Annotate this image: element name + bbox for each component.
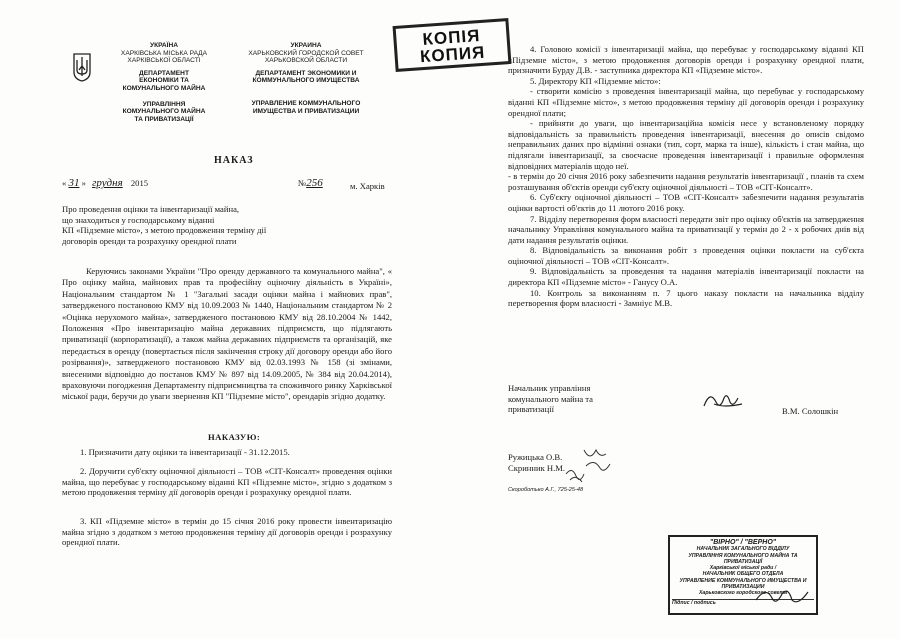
header-dept-ru-2: КОММУНАЛЬНОГО ИМУЩЕСТВА [252,77,360,85]
header-region-ua: ХАРКІВСЬКОЇ ОБЛАСТІ [127,57,201,65]
signature-position-2: комунального майна та [508,393,593,404]
subject-line: договорів оренди та розрахунку орендної плати [62,235,237,246]
handwritten-signature [700,388,746,419]
item-5: 5. Директору КП «Підземне місто»: [530,75,661,86]
signature-name: В.М. Солошкін [782,406,839,416]
approval-2: Скринник Н.М. [508,463,566,473]
item-1: 1. Призначити дату оцінки та інвентаризації - 31.12.2015. [80,447,290,457]
item-5-c: - в термін до 20 січня 2016 року забезпечити надання результатів інвентаризації , планів та схем розташування об'єктів оренди суб'єкту оціночної діяльності – ТОВ «СІТ-Консалт». [508,171,864,192]
copy-stamp-top: КОПІЯ [421,26,481,50]
signature-position-3: приватизації [508,404,554,415]
approval-1: Ружицька О.В. [508,452,563,462]
item-3: 3. КП «Підземне місто» в термін до 15 січня 2016 року провести інвентаризацію майна згідно з додатком з метою продовження терміну дії договорів оренди і розрахунку орендної плати. [62,516,392,548]
header-admin-ua-2: КОМУНАЛЬНОГО МАЙНА [122,108,206,116]
item-6: 6. Суб'єкту оціночної діяльності – ТОВ «СІТ-Консалт» забезпечити надання результатів оцінки вартості об'єктів до 11 лютого 2016 року. [508,192,864,213]
stamp-line: УПРАВЛЕНИЕ КОММУНАЛЬНОГО ИМУЩЕСТВА И ПРИВАТИЗАЦИИ [679,577,807,591]
stamp-line: УПРАВЛІННЯ КОМУНАЛЬНОГО МАЙНА ТА ПРИВАТИЗАЦІЇ [688,552,798,565]
header-country-ru: УКРАИНА [290,42,322,49]
header-right [232,42,380,115]
order-title: НАКАЗ [214,155,254,166]
trident-coat-of-arms-icon [72,52,92,82]
number-prefix: № [298,178,307,188]
header-council-ru: ХАРЬКОВСКИЙ ГОРОДСКОЙ СОВЕТ [248,49,364,57]
stamp-line: "ВІРНО" / "ВЕРНО" [709,539,777,546]
stamp-line: Харківської міської ради / [709,565,777,572]
item-7: 7. Відділу перетворення форм власності передати звіт про оцінку об'єктів на затвердження начальнику Управління комунального майна та приватизації у термін до 2 - х робочих днів від дати надання результатів оцінки. [508,213,864,245]
copy-stamp [393,18,512,72]
order-number [298,178,323,189]
signature-position [508,383,648,415]
item-4: 4. Головою комісії з інвентаризації майна, що перебуває у господарському віданні КП «Підземне місто», з метою продовження договорів оренди і розрахунку орендної плати, призначити Бурду Д.В. - заступника директора КП «Підземне місто». [508,44,864,76]
header-admin-ru-2: ИМУЩЕСТВА И ПРИВАТИЗАЦИИ [252,107,360,115]
header-admin-ua-3: ТА ПРИВАТИЗАЦІЇ [134,115,194,123]
stamp-line: Харьковского городского совета [698,590,788,597]
header-admin-ua-1: УПРАВЛІННЯ [142,100,186,108]
item-5-b: - прийняти до уваги, що інвентаризаційна комісія несе у встановленому порядку відповідальність за правильність проведення інвентаризації, внесення до описів свідомо неправильних даних про відмінні ознаки (тип, сорт, марка та інше), кількість і стан майна, що підлягали інвентаризації, за своєчасне проведення інвентаризації і правильне оформлення відповідних матеріалів щодо неї. [508,118,864,171]
stamp-line: НАЧАЛЬНИК ЗАГАЛЬНОГО ВІДДІЛУ [696,546,790,553]
signature-position-1: Начальник управління [508,383,591,393]
item-8: 8. Відповідальність за виконання робіт з проведення оцінки покласти на суб'єкта оціночної діяльності – ТОВ «СІТ-Консалт». [508,245,864,266]
subject-line: Про проведення оцінки та інвентаризації майна, [62,204,240,214]
header-region-ru: ХАРЬКОВСКОЙ ОБЛАСТИ [264,57,348,65]
copy-stamp-bottom: КОПИЯ [419,42,486,67]
stamp-line: НАЧАЛЬНИК ОБЩЕГО ОТДЕЛА [702,571,784,578]
item-10: 10. Контроль за виконанням п. 7 цього наказу покласти на начальника відділу перетворення форм власності - Замніус М.В. [508,287,864,309]
date-year: 2015 [130,178,149,188]
date-month: грудня [92,177,123,189]
date-close-quote: » [81,178,86,188]
date-open-quote: « [62,178,67,188]
date-day: 31 [68,177,80,189]
header-council-ua: ХАРКІВСЬКА МІСЬКА РАДА [120,49,208,57]
number-value: 256 [306,177,323,189]
item-5-a: - створити комісію з проведення інвентаризації майна, що перебуває у господарському віданні КП «Підземне місто», з метою продовження терміну дії договорів оренди і розрахунку орендної плати; [508,86,864,118]
header-dept-ru-1: ДЕПАРТАМЕНТ ЭКОНОМИКИ И [255,69,357,77]
header-admin-ru-1: УПРАВЛЕНИЕ КОММУНАЛЬНОГО [251,99,361,107]
subject-line: КП «Підземне місто», з метою продовження терміну дії [62,225,267,236]
header-dept-ua-3: КОМУНАЛЬНОГО МАЙНА [122,84,206,92]
preamble-text: Керуючись законами України "Про оренду державного та комунального майна", « Про оцінку майна, майнових прав та професійну оціночну діяльність в Україні», Національним стандартом № 1 "Загальні засади оцінки майна і майнових прав", затвердженого постановою КМУ від 10.09.2003 № 1440, Національним стандартом № 2 «Оцінка нерухомого майна», затвердженого постановою КМУ від 28.10.2004 № 1442, Положення «Про інвентаризацію майна державних підприємств, що підлягають приватизації (корпоратизації), а також майна державних підприємств та організацій, яке передається в оренду (повертається після закінчення строку дії договору оренди або його розірвання)», затвердженого постановою КМУ від 02.03.1993 № 158 (зі змінами, внесеними відповідно до постанов КМУ № 897 від 14.09.2005, № 384 від 20.04.2014), враховуючи погодження Департаменту підприємництва та споживчого ринку Харківської міської ради, беручи до уваги звернення КП "Підземне місто", орендарів згідно додатку. [62,266,392,402]
stamp-signature [752,584,812,613]
header-country-ua: УКРАЇНА [149,42,179,49]
header-dept-ua-2: ЕКОНОМІКИ ТА [139,77,189,85]
decree-heading: НАКАЗУЮ: [208,432,261,442]
approval-copy-note: Скороботько А.Г., 725-25-48 [508,487,584,493]
header-left [100,42,228,123]
order-city: м. Харків [350,181,385,191]
header-dept-ua-1: ДЕПАРТАМЕНТ [139,69,189,77]
item-2: 2. Доручити суб'єкту оціночної діяльності – ТОВ «СІТ-Консалт» проведення оцінки майна, що перебуває у господарському віданні КП «Підземне місто», згідно з додатком з метою продовження терміну дії договорів оренди і розрахунку орендної плати. [62,466,392,498]
item-9: 9. Відповідальність за проведення та надання матеріалів інвентаризації покласти на директора КП «Підземне місто» - Ганусу О.А. [508,266,864,288]
right-column [508,44,864,309]
stamp-line: Підпис / подпись [672,599,716,606]
subject-line: що знаходиться у господарському віданні [62,214,215,225]
order-subject [62,204,322,246]
